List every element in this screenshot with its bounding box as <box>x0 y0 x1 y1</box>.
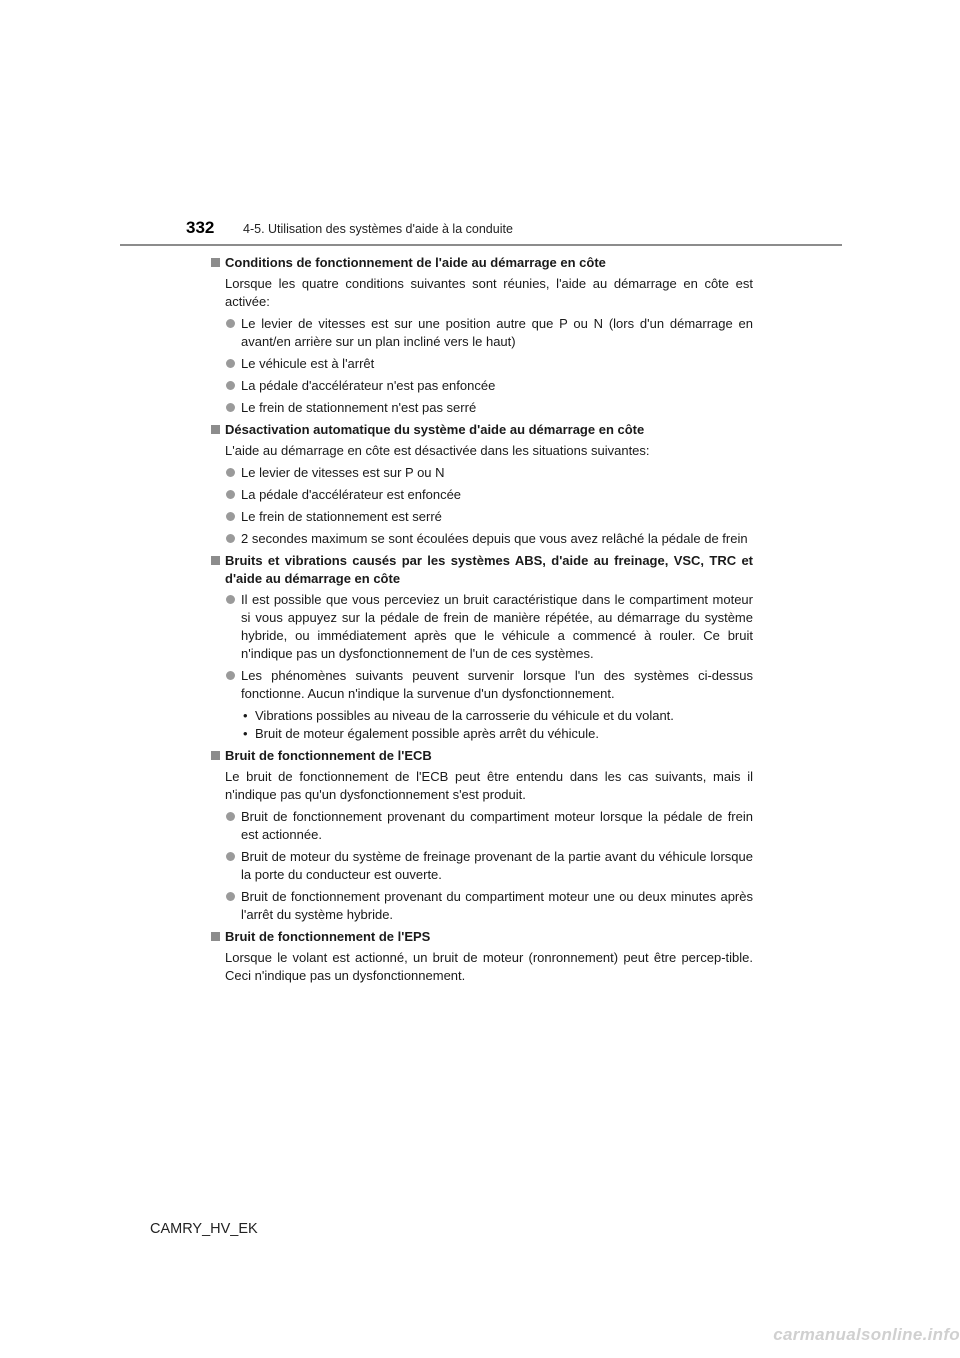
section-intro: Lorsque le volant est actionné, un bruit de moteur (ronronnement) peut être percep-tible. Ceci n'indique pas un dysfonctionnement. <box>225 950 753 983</box>
sub-list-item-text: Bruit de moteur également possible après arrêt du véhicule. <box>255 726 599 741</box>
watermark: carmanualsonline.info <box>773 1325 960 1344</box>
section-title: 4-5. Utilisation des systèmes d'aide à la conduite <box>243 222 513 236</box>
list-item <box>211 315 753 351</box>
square-bullet-icon <box>211 556 220 565</box>
heading-text: Désactivation automatique du système d'aide au démarrage en côte <box>225 422 645 437</box>
list-item-text: Le véhicule est à l'arrêt <box>241 356 375 371</box>
circle-bullet-icon <box>226 892 235 901</box>
heading-text: Bruits et vibrations causés par les systèmes ABS, d'aide au freinage, VSC, TRC et d'aide au démarrage en côte <box>225 553 753 586</box>
sub-list <box>211 707 753 743</box>
circle-bullet-icon <box>226 403 235 412</box>
circle-bullet-icon <box>226 595 235 604</box>
circle-bullet-icon <box>226 852 235 861</box>
section-intro: L'aide au démarrage en côte est désactivée dans les situations suivantes: <box>225 443 650 458</box>
list-item-text: La pédale d'accélérateur est enfoncée <box>241 487 462 502</box>
header-rule <box>120 244 842 246</box>
list-item-text: Le frein de stationnement est serré <box>241 509 442 524</box>
list-item <box>211 508 753 526</box>
heading-text: Bruit de fonctionnement de l'ECB <box>225 748 432 763</box>
section-heading <box>211 747 753 765</box>
list-item-text: Les phénomènes suivants peuvent survenir lorsque l'un des systèmes ci-dessus fonctionne. Aucun n'indique la survenue d'un dysfonctionnement. <box>241 668 753 701</box>
list-item <box>211 591 753 663</box>
list-item-text: Bruit de fonctionnement provenant du compartiment moteur lorsque la pédale de frein est actionnée. <box>241 809 753 842</box>
section-heading <box>211 421 753 439</box>
list-item <box>211 530 753 548</box>
list-item-text: Bruit de moteur du système de freinage provenant de la partie avant du véhicule lorsque la porte du conducteur est ouverte. <box>241 849 753 882</box>
circle-bullet-icon <box>226 319 235 328</box>
sub-bullet-mark: • <box>243 726 248 741</box>
sub-list-item-text: Vibrations possibles au niveau de la carrosserie du véhicule et du volant. <box>255 708 674 723</box>
section-intro: Le bruit de fonctionnement de l'ECB peut être entendu dans les cas suivants, mais il n'indique pas qu'un dysfonctionnement s'est produit. <box>225 769 753 802</box>
section-heading <box>211 928 753 946</box>
circle-bullet-icon <box>226 468 235 477</box>
list-item-text: Le levier de vitesses est sur une position autre que P ou N (lors d'un démarrage en avant/en arrière sur un plan incliné vers le haut) <box>241 316 753 349</box>
sub-list-item <box>241 707 753 725</box>
section-heading <box>211 552 753 588</box>
list-item-text: Le frein de stationnement n'est pas serré <box>241 400 477 415</box>
list-item <box>211 377 753 395</box>
sub-list-item <box>241 725 753 743</box>
page-number: 332 <box>186 218 215 237</box>
circle-bullet-icon <box>226 381 235 390</box>
section-heading <box>211 254 753 272</box>
square-bullet-icon <box>211 932 220 941</box>
square-bullet-icon <box>211 258 220 267</box>
list-item <box>211 486 753 504</box>
list-item-text: Bruit de fonctionnement provenant du compartiment moteur une ou deux minutes après l'arrêt du système hybride. <box>241 889 753 922</box>
list-item-text: La pédale d'accélérateur n'est pas enfoncée <box>241 378 496 393</box>
list-item <box>211 399 753 417</box>
content <box>211 254 753 989</box>
list-item <box>211 888 753 924</box>
list-item <box>211 464 753 482</box>
circle-bullet-icon <box>226 534 235 543</box>
square-bullet-icon <box>211 751 220 760</box>
list-item <box>211 808 753 844</box>
circle-bullet-icon <box>226 490 235 499</box>
list-item-text: 2 secondes maximum se sont écoulées depuis que vous avez relâché la pédale de frein <box>241 531 748 546</box>
list-item <box>211 848 753 884</box>
circle-bullet-icon <box>226 812 235 821</box>
list-item <box>211 667 753 703</box>
circle-bullet-icon <box>226 512 235 521</box>
list-item-text: Le levier de vitesses est sur P ou N <box>241 465 445 480</box>
circle-bullet-icon <box>226 359 235 368</box>
square-bullet-icon <box>211 425 220 434</box>
list-item <box>211 355 753 373</box>
list-item-text: Il est possible que vous perceviez un bruit caractéristique dans le compartiment moteur si vous appuyez sur la pédale de frein de manière répétée, au démarrage du système hybride, ou immédiatement après que le véhicule a commencé à rouler. Ce bruit n'indique pas un dysfonctionnement de l'un de ces systèmes. <box>241 592 753 661</box>
heading-text: Bruit de fonctionnement de l'EPS <box>225 929 431 944</box>
circle-bullet-icon <box>226 671 235 680</box>
model-code: CAMRY_HV_EK <box>150 1221 258 1237</box>
heading-text: Conditions de fonctionnement de l'aide au démarrage en côte <box>225 255 606 270</box>
section-intro: Lorsque les quatre conditions suivantes sont réunies, l'aide au démarrage en côte est activée: <box>225 276 753 309</box>
sub-bullet-mark: • <box>243 708 248 723</box>
